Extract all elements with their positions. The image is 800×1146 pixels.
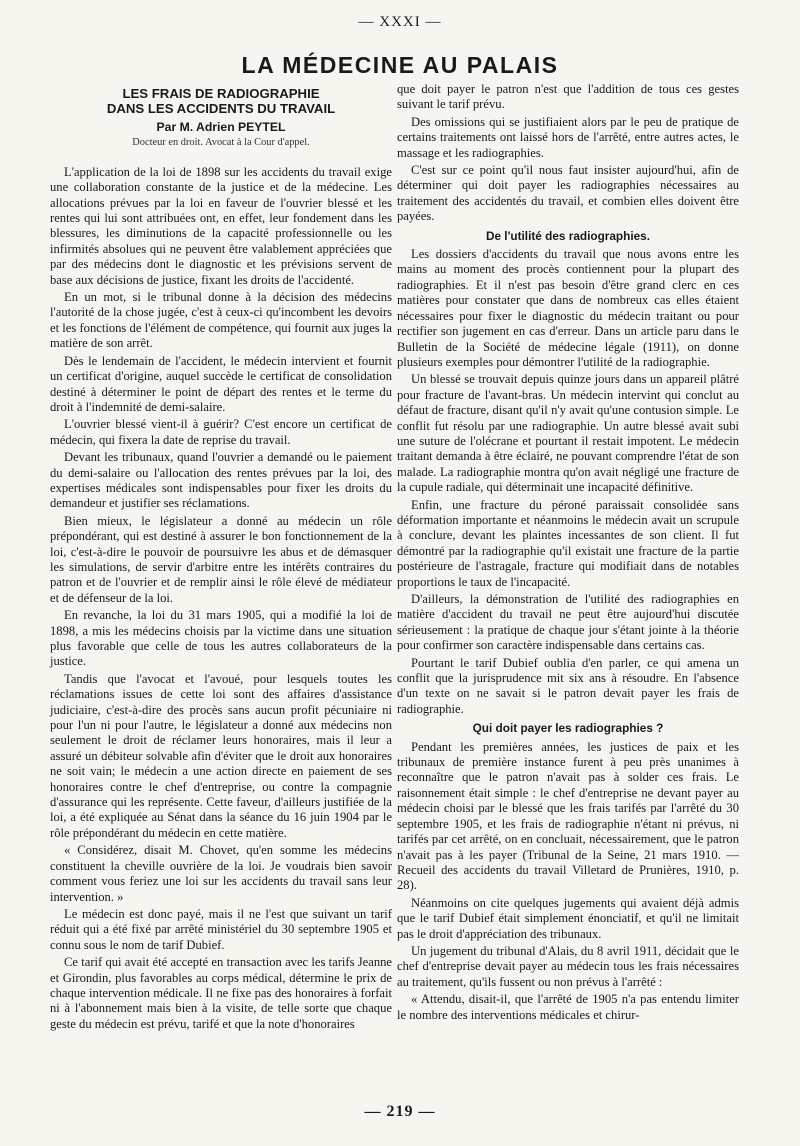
paragraph: Dès le lendemain de l'accident, le médecin intervient et fournit un certificat d'origine, auquel succède le certificat de consolidation destiné à déterminer le point de départ des rentes et le terme du droit à l'indemnité de demi-salaire. (50, 353, 392, 414)
paragraph: L'application de la loi de 1898 sur les accidents du travail exige une collaboration constante de la justice et de la médecine. Les allocations prévues par la loi en faveur de l'ouvrier blessé et les rentes qui lui sont attribuées ont, en effet, leur fondement dans les blessures, les diminutions de la capacité professionnelle ou les infirmités absolues qui ne peuvent être valablement appréciées que par des médecins dont le diagnostic et les prévisions servent de base aux décisions de justice, fixant les droits de l'accidenté. (50, 164, 392, 287)
right-column (397, 82, 739, 1025)
paragraph: « Attendu, disait-il, que l'arrêté de 1905 n'a pas entendu limiter le nombre des interventions médicales et chirur- (397, 992, 739, 1022)
paragraph: Bien mieux, le législateur a donné au médecin un rôle prépondérant, qui est destiné à assurer le bon fonctionnement de la loi, c'est-à-dire le pouvoir de poursuivre les abus et de démasquer les simulations, de servir d'arbitre entre les intérêts contraires du patron et de l'ouvrier et de remplir ainsi le rôle élevé de médiateur et de défenseur de la loi. (50, 513, 392, 605)
paragraph: « Considérez, disait M. Chovet, qu'en somme les médecins constituent la cheville ouvrière de la loi. Je voudrais bien savoir comment vous feriez une loi sur les accidents du travail sans leur intervention. » (50, 843, 392, 904)
paragraph: Un blessé se trouvait depuis quinze jours dans un appareil plâtré pour fracture de l'avant-bras. Un médecin intervint qui conclut au défaut de fracture, disant qu'il n'y avait qu'une contusion simple. Le conflit fut résolu par une radiographie. Un autre blessé avait subi une suture de l'olécrane et pourtant il restait impotent. Le médecin traitant demanda à être éclairé, ne pouvant comprendre l'état de son malade. La radiographie montra qu'on avait négligé une fracture de la cupule radiale, qui déterminait une incapacité définitive. (397, 372, 739, 495)
paragraph: Enfin, une fracture du péroné paraissait consolidée sans déformation importante et néanmoins le médecin avait un scrupule à conclure, devant les plaintes incessantes de son client. Il fut démontré par la radiographie qu'il existait une fracture de la partie postérieure de l'astragale, fracture qui modifiait dans de notables proportions le taux de l'incapacité. (397, 497, 739, 589)
section-heading-who-pays: Qui doit payer les radiographies ? (472, 721, 664, 736)
page-number-roman: — XXXI — (358, 14, 442, 30)
paragraph: Néanmoins on cite quelques jugements qui avaient déjà admis que le tarif Dubief était simplement énonciatif, et qu'il ne limitait pas le droit d'appréciation des tribunaux. (397, 895, 739, 941)
left-column (50, 82, 392, 1034)
paragraph: Des omissions qui se justifiaient alors par le peu de pratique de certains traitements ont laissé hors de l'arrêté, entre autres actes, le massage et les radiographies. (397, 114, 739, 160)
article-title-line-1: LES FRAIS DE RADIOGRAPHIE (122, 86, 320, 101)
author-affiliation: Docteur en droit. Avocat à la Cour d'appel. (132, 137, 310, 149)
main-title: LA MÉDECINE AU PALAIS (241, 52, 559, 78)
page-number: — 219 — (364, 1103, 436, 1120)
paragraph: En un mot, si le tribunal donne à la décision des médecins l'autorité de la chose jugée, c'est à ceux-ci qu'incombent les devoirs et les fonctions de l'élément de compétence, qui fournit aux juges la matière de son arrêt. (50, 290, 392, 351)
paragraph: Ce tarif qui avait été accepté en transaction avec les tarifs Jeanne et Girondin, plus favorables au corps médical, détermine le prix de chaque intervention médicale. Il ne fixe pas des honoraires à forfait ni à l'abonnement mais bien à la visite, de telle sorte que chaque geste du médecin est prévu, tarifé et que la note d'honoraires (50, 955, 392, 1031)
paragraph: D'ailleurs, la démonstration de l'utilité des radiographies en matière d'accident du travail ne peut être aujourd'hui discutée sérieusement : la pratique de chaque jour s'étant jointe à la théorie pour confirmer son caractère indispensable dans certains cas. (397, 592, 739, 653)
paragraph: Tandis que l'avocat et l'avoué, pour lesquels toutes les réclamations issues de cette loi sont des affaires d'assistance judiciaire, c'est-à-dire des procès sans aucun profit pécuniaire ni pour l'un ni pour l'autre, le législateur a donné aux médecins non seulement le droit de réclamer leurs honoraires, mais il leur a assuré un débiteur solvable afin d'éviter que le droit aux honoraires ne soit vain; le médecin a une action directe en paiement de ses honoraires contre le chef d'entreprise, ou contre la compagnie d'assurance qui les représente. Cette faveur, d'ailleurs justifiée de la loi, a été expliquée au Sénat dans la séance du 16 juin 1904 par le rôle prépondérant du médecin en cette matière. (50, 671, 392, 840)
paragraph: Les dossiers d'accidents du travail que nous avons entre les mains au moment des procès contiennent pour la plupart des radiographies. Et il n'est pas besoin d'être grand clerc en ces matières pour constater que dans de nombreux cas elles étaient nécessaires pour fixer le diagnostic du médecin traitant ou pour rectifier son jugement en cas d'erreur. Dans un article paru dans le Bulletin de la Société de médecine légale (1911), on donne plusieurs exemples pour démontrer l'utilité de la radiographie. (397, 247, 739, 369)
paragraph: Le médecin est donc payé, mais il ne l'est que suivant un tarif réduit qui a été fixé par arrêté ministériel du 30 septembre 1905 et connu sous le nom de tarif Dubief. (50, 906, 392, 952)
paragraph: Un jugement du tribunal d'Alais, du 8 avril 1911, décidait que le chef d'entreprise devait payer au médecin tous les frais nécessaires au traitement, qu'ils fussent ou non prévus à l'arrêté : (397, 943, 739, 989)
paragraph: En revanche, la loi du 31 mars 1905, qui a modifié la loi de 1898, a mis les médecins choisis par la victime dans une situation plus favorable que celle de tous les autres collaborateurs de la justice. (50, 608, 392, 669)
paragraph: que doit payer le patron n'est que l'addition de tous ces gestes suivant le tarif prévu. (397, 82, 739, 112)
paragraph: L'ouvrier blessé vient-il à guérir? C'est encore un certificat de médecin, qui fixera la date de reprise du travail. (50, 417, 392, 447)
section-heading-utility: De l'utilité des radiographies. (485, 228, 651, 243)
paragraph: Pendant les premières années, les justices de paix et les tribunaux de première instance furent à peu près unanimes à reconnaître que le patron n'avait pas à solder ces frais. Le raisonnement était simple : le chef d'entreprise ne devant payer au médecin choisi par le blessé que les frais tarifés par l'arrêté du 30 septembre 1905, et les frais de radiographie n'étant ni prévus, ni tarifés par cet arrêté, on en concluait, nécessairement, que le patron n'avait pas à les payer (Tribunal de la Seine, 21 mars 1910. — Recueil des accidents du travail Villetard de Prunières, 1910, p. 28). (397, 739, 739, 893)
paragraph: Devant les tribunaux, quand l'ouvrier a demandé ou le paiement du demi-salaire ou l'allocation des rentes prévues par la loi, des expertises médicales sont indispensables pour fixer les droits du demandeur et justifier ses réclamations. (50, 450, 392, 511)
paragraph: Pourtant le tarif Dubief oublia d'en parler, ce qui amena un conflit que la jurisprudence mit six ans à résoudre. En l'absence d'un texte on ne savait si le patron devait payer les frais de radiographie. (397, 655, 739, 716)
article-title-line-2: DANS LES ACCIDENTS DU TRAVAIL (106, 101, 336, 116)
paragraph: C'est sur ce point qu'il nous faut insister aujourd'hui, afin de déterminer qui doit payer les radiographies nécessaires au traitement des accidentés du travail, et combien elles doivent être payées. (397, 163, 739, 224)
author-byline: Par M. Adrien PEYTEL (156, 120, 286, 134)
article-title (50, 86, 392, 116)
